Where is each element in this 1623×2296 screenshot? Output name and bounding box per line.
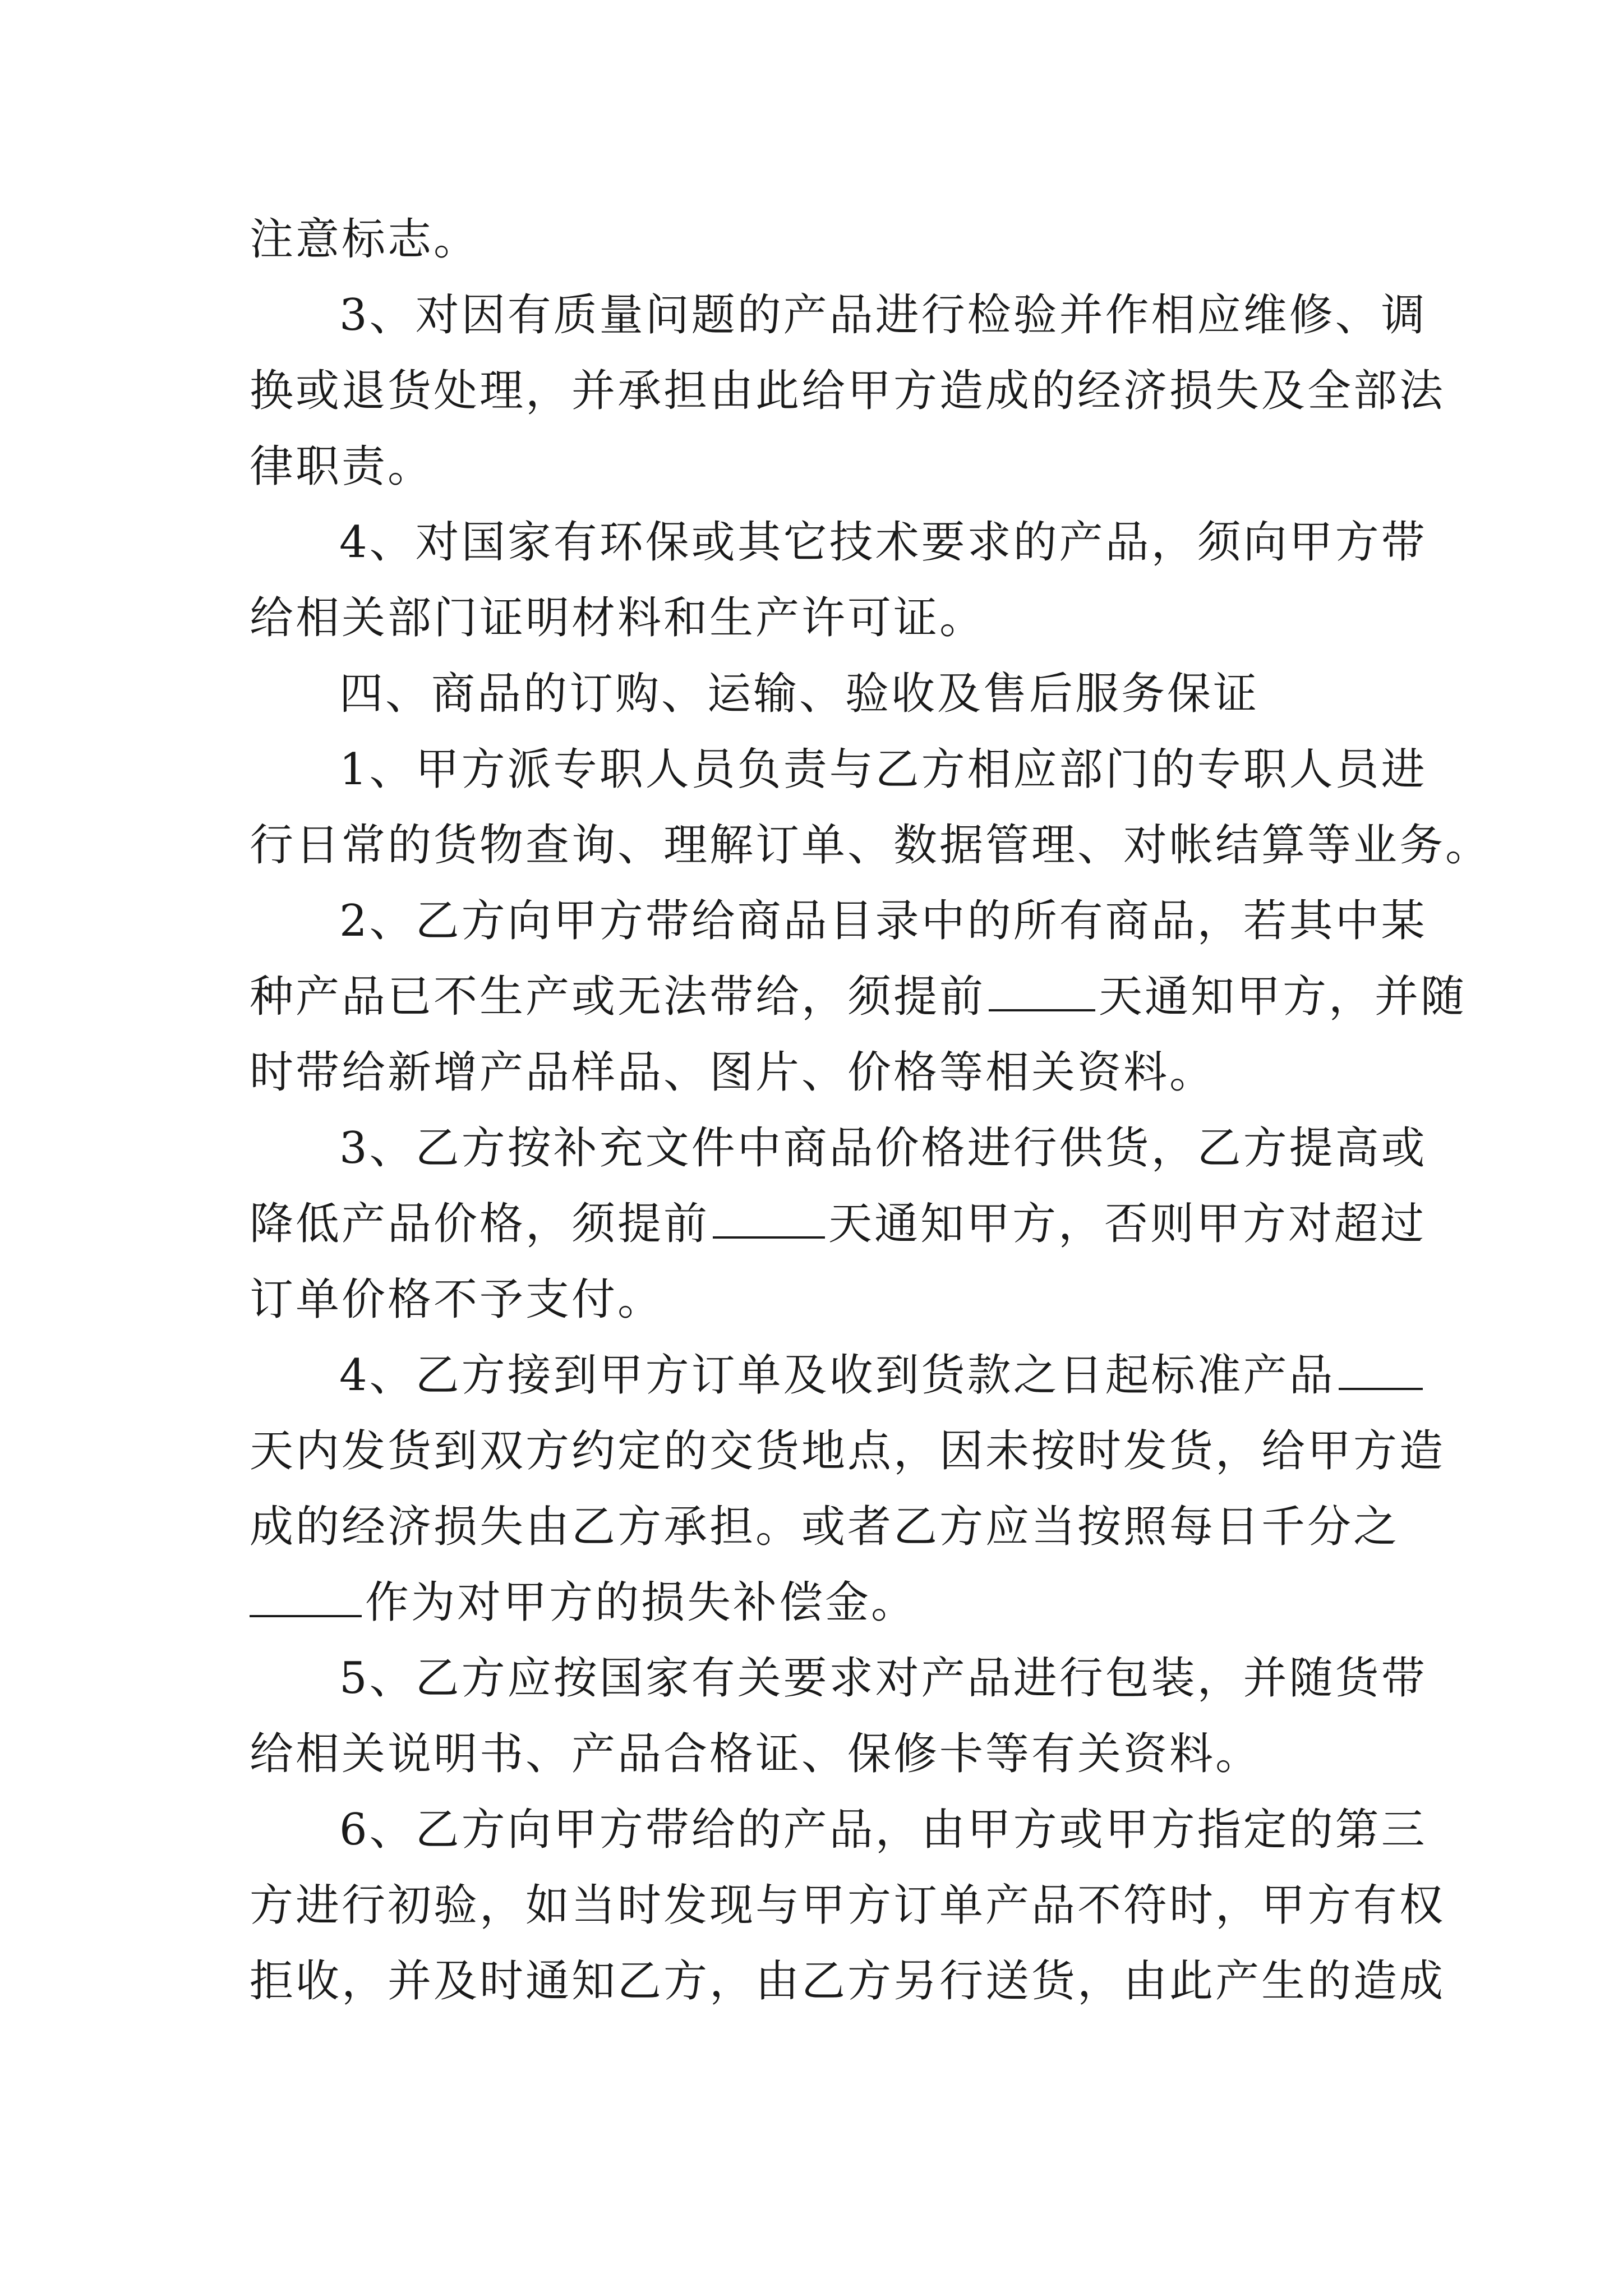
line-text: 天通知甲方，否则甲方对超过 <box>828 1199 1427 1249</box>
text-line <box>250 1489 1400 1565</box>
line-text: 种产品已不生产或无法带给，须提前 <box>250 972 986 1022</box>
heading-text: 四、商品的订购、运输、验收及售后服务保证 <box>339 669 1260 719</box>
clause-6-start <box>250 1792 1427 1868</box>
text-line <box>250 202 1382 278</box>
clause-1-start <box>250 732 1427 808</box>
clause-3b-start <box>250 1111 1427 1186</box>
line-text: 天通知甲方，并随 <box>1099 972 1467 1022</box>
fill-in-blank[interactable] <box>989 974 1095 1011</box>
fill-in-blank[interactable] <box>1339 1353 1423 1390</box>
text-line <box>250 1717 1382 1792</box>
clause-3-start <box>250 278 1427 353</box>
line-text: 行日常的货物查询、理解订单、数据管理、对帐结算等业务。 <box>250 820 1492 871</box>
section-heading <box>250 656 1382 732</box>
line-text: 4、乙方接到甲方订单及收到货款之日起标准产品 <box>339 1350 1335 1401</box>
line-text: 给相关说明书、产品合格证、保修卡等有关资料。 <box>250 1729 1262 1779</box>
line-text: 降低产品价格，须提前 <box>250 1199 710 1249</box>
text-line <box>250 1035 1382 1111</box>
fill-in-blank[interactable] <box>713 1202 825 1239</box>
line-text: 3、乙方按补充文件中商品价格进行供货，乙方提高或 <box>339 1123 1427 1174</box>
line-text: 5、乙方应按国家有关要求对产品进行包装，并随货带 <box>339 1653 1427 1704</box>
text-line <box>250 581 1382 656</box>
text-line <box>250 1186 1427 1262</box>
line-text: 方进行初验，如当时发现与甲方订单产品不符时，甲方有权 <box>250 1880 1446 1931</box>
document-page <box>250 202 1492 2019</box>
line-text: 注意标志。 <box>250 214 480 265</box>
clause-5-start <box>250 1641 1427 1717</box>
line-text: 给相关部门证明材料和生产许可证。 <box>250 593 986 643</box>
line-text: 2、乙方向甲方带给商品目录中的所有商品，若其中某 <box>339 896 1427 946</box>
clause-2-start <box>250 884 1427 959</box>
text-line <box>250 1868 1446 1944</box>
text-line <box>250 1565 1382 1641</box>
line-text: 天内发货到双方约定的交货地点，因未按时发货，给甲方造 <box>250 1426 1446 1476</box>
line-text: 6、乙方向甲方带给的产品，由甲方或甲方指定的第三 <box>339 1805 1427 1855</box>
text-line <box>250 1262 1382 1338</box>
clause-4b-start <box>250 1338 1382 1414</box>
line-text: 1、甲方派专职人员负责与乙方相应部门的专职人员进 <box>339 744 1427 795</box>
text-line <box>250 429 1382 505</box>
fill-in-blank[interactable] <box>250 1580 362 1617</box>
text-line <box>250 959 1467 1035</box>
line-text: 3、对因有质量问题的产品进行检验并作相应维修、调 <box>339 290 1427 341</box>
text-line <box>250 1414 1446 1489</box>
clause-4-start <box>250 505 1427 581</box>
line-text: 订单价格不予支付。 <box>250 1274 664 1325</box>
text-line <box>250 353 1446 429</box>
line-text: 律职责。 <box>250 441 434 492</box>
line-text: 时带给新增产品样品、图片、价格等相关资料。 <box>250 1047 1216 1098</box>
line-text: 4、对国家有环保或其它技术要求的产品，须向甲方带 <box>339 517 1427 568</box>
line-text: 成的经济损失由乙方承担。或者乙方应当按照每日千分之 <box>250 1502 1400 1552</box>
text-line <box>250 1944 1446 2019</box>
line-text: 换或退货处理，并承担由此给甲方造成的经济损失及全部法 <box>250 366 1446 416</box>
line-text: 作为对甲方的损失补偿金。 <box>365 1577 917 1628</box>
line-text: 拒收，并及时通知乙方，由乙方另行送货，由此产生的造成 <box>250 1956 1446 2007</box>
text-line <box>250 808 1492 884</box>
